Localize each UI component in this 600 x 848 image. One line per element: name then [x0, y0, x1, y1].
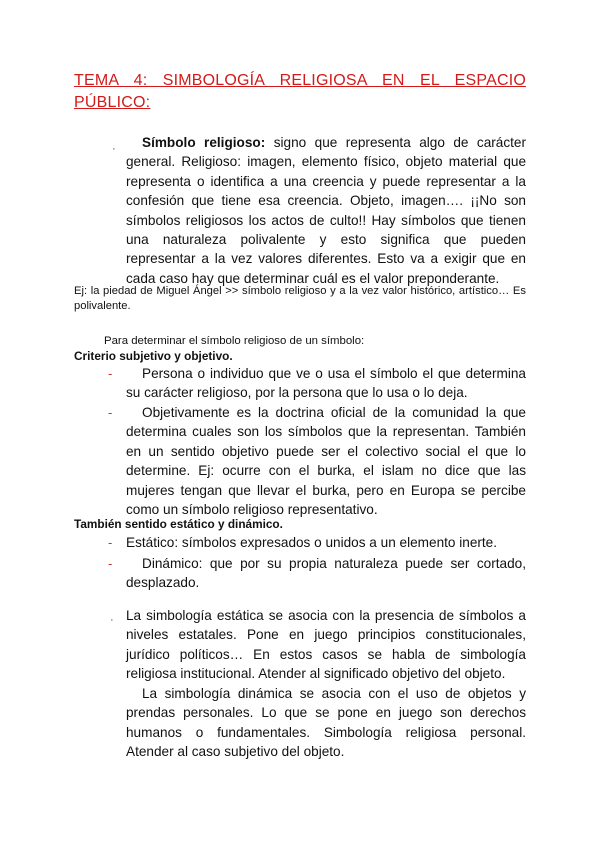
- criterio-heading: Criterio subjetivo y objetivo.: [74, 349, 233, 363]
- intro-text: Para determinar el símbolo religioso de un símbolo:: [104, 335, 365, 347]
- criterio-item-2: Objetivamente es la doctrina oficial de la comunidad la que determina cuales son los símbolos que la representan. También en un sentido objetivo puede ser el colectivo social el que lo determine. Ej: ocurre con el burka, el islam no dice que las mujeres tengan que llevar el burka, pero en Europa se percibe como un símbolo religioso representativo.: [126, 405, 526, 518]
- criterio-item-1: Persona o individuo que ve o usa el símbolo el que determina su carácter religioso, por la persona que lo usa o lo deja.: [126, 366, 526, 401]
- final-paragraph-1: La simbología estática se asocia con la presencia de símbolos a niveles estatales. Pone en juego principios constitucionales, jurídico políticos… En estos casos se habla de simbología religiosa institucional. Atender al significado objetivo del objeto.: [126, 608, 526, 682]
- dash-marker: -: [108, 366, 113, 381]
- dash-marker: -: [108, 535, 113, 550]
- definition-term: Símbolo religioso:: [142, 135, 266, 150]
- dash-marker: -: [108, 556, 113, 571]
- title-line-2: PÚBLICO:: [74, 94, 151, 111]
- title-line-1: TEMA 4: SIMBOLOGÍA RELIGIOSA EN EL ESPACIO: [74, 72, 526, 89]
- definition-text: signo que representa algo de carácter general. Religioso: imagen, elemento físico, objeto material que representa o identifica a una creencia y puede representar a la confesión que tiene esa creencia. Objeto, imagen…. ¡¡No son símbolos religiosos los actos de culto!! Hay símbolos que tienen una naturaleza polivalente y esto significa que pueden representar a la vez valores diferentes. Esto va a exigir que en cada caso hay que determinar cuál es el valor preponderante.: [126, 135, 527, 286]
- page-title: [74, 70, 526, 114]
- definition-paragraph: [126, 133, 526, 288]
- dash-marker: -: [108, 405, 113, 420]
- sentido-item-1: Estático: símbolos expresados o unidos a un elemento inerte.: [126, 535, 498, 550]
- bullet-symbol: ·: [112, 143, 116, 155]
- sentido-heading: También sentido estático y dinámico.: [74, 517, 283, 531]
- final-paragraph-2: La simbología dinámica se asocia con el uso de objetos y prendas personales. Lo que se pone en juego son derechos humanos o fundamentales. Simbología religiosa personal. Atender al caso subjetivo del objeto.: [126, 686, 526, 760]
- sentido-item-2: Dinámico: que por su propia naturaleza puede ser cortado, desplazado.: [126, 556, 526, 591]
- bullet-symbol: ·: [110, 614, 114, 626]
- example-text: Ej: la piedad de Miguel Ángel >> símbolo religioso y a la vez valor histórico, artístico… Es polivalente.: [74, 285, 526, 312]
